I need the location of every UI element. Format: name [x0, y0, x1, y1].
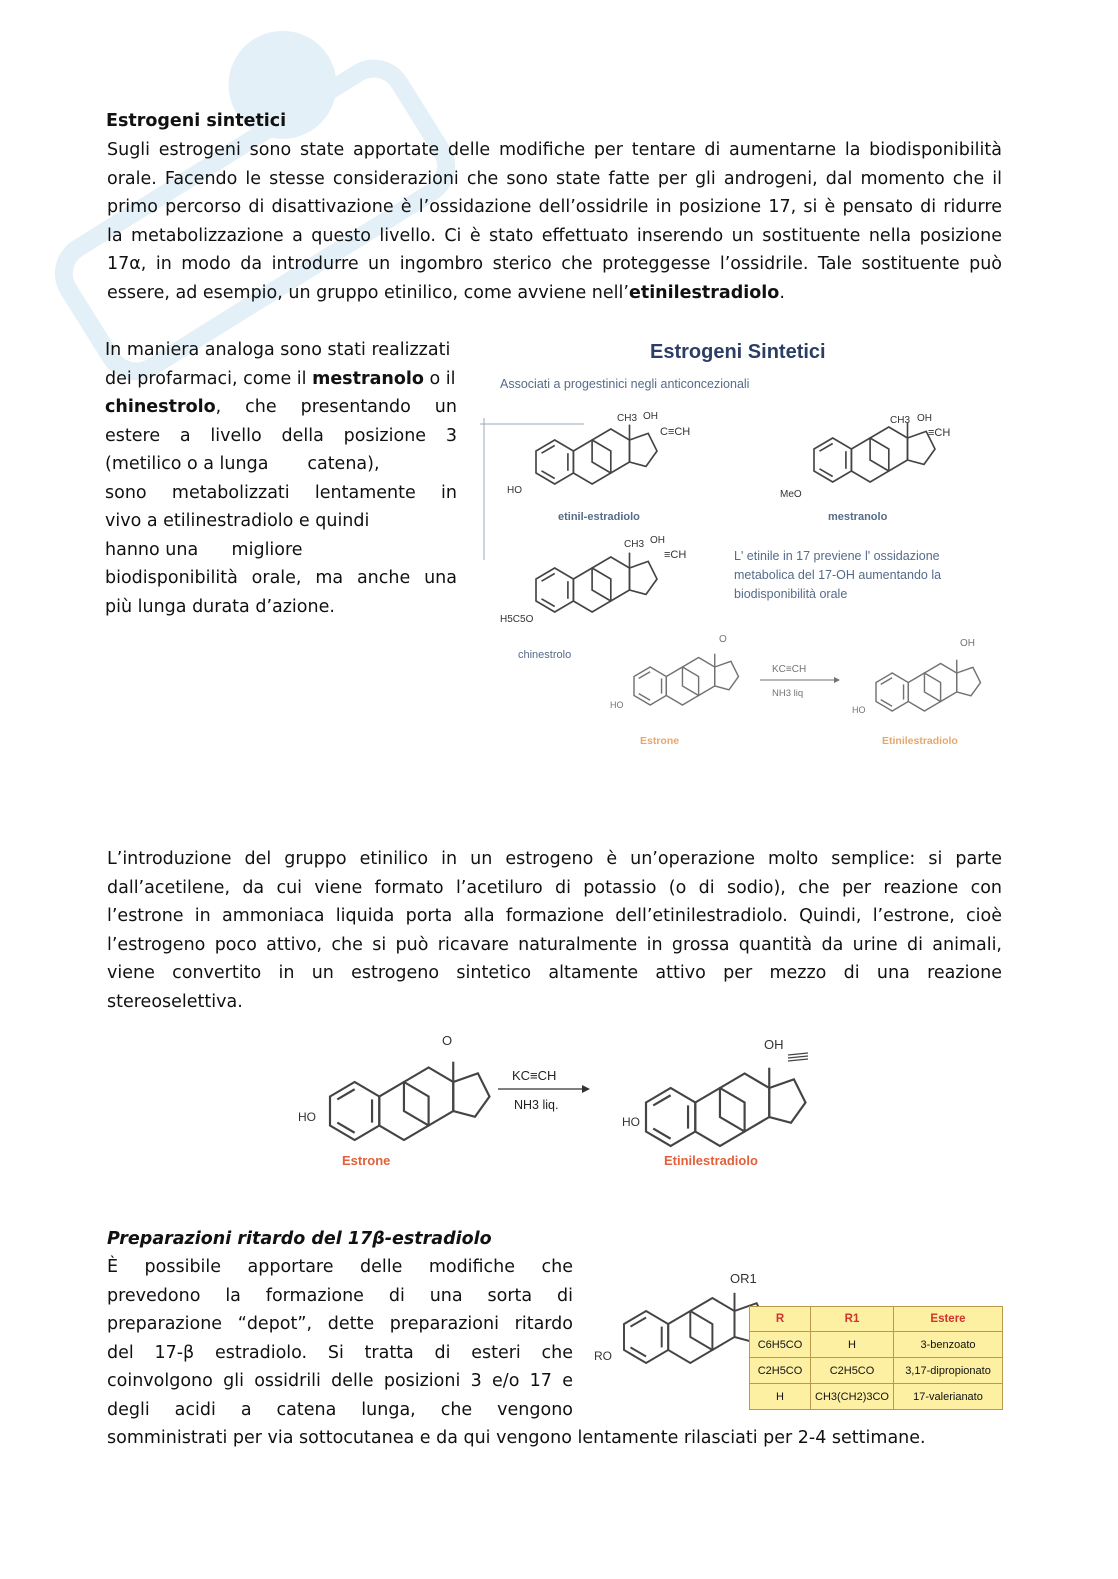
text-line: chinestrolo, che presentando un — [105, 397, 457, 417]
table-header-row — [750, 1307, 1003, 1332]
reactant-name: Estrone — [342, 1153, 391, 1168]
section-title-preparazioni-ritardo: Preparazioni ritardo del 17β-estradiolo — [107, 1229, 492, 1249]
meo-label: MeO — [780, 489, 802, 500]
paragraph-etinilazione — [107, 845, 1002, 1016]
text-line: coinvolgono gli ossidrili delle posizioni 3 e/o 17 e — [107, 1371, 573, 1391]
reactant-estrone — [298, 1033, 490, 1168]
oh-label: OH — [960, 638, 975, 649]
figure-estradiolo-esteri — [590, 1265, 757, 1375]
text-line: primo percorso di disattivazione è l’ossidazione dell’ossidrile in posizione 17, si è pensato di ridurre — [107, 197, 1002, 217]
table-cell: C6H5CO — [750, 1332, 811, 1358]
reagent-top: KC≡CH — [512, 1068, 557, 1083]
text-line: È possibile apportare delle modifiche che — [107, 1257, 573, 1277]
o-label: O — [442, 1033, 453, 1048]
table-row — [750, 1332, 1003, 1358]
text-line: stereoselettiva. — [107, 991, 243, 1012]
reaction-conditions — [498, 1068, 590, 1112]
table-cell: 3-benzoato — [894, 1332, 1003, 1358]
molecule-chinestrolo — [500, 535, 686, 661]
oh-label: OH — [917, 413, 932, 424]
product-name: Etinilestradiolo — [664, 1153, 758, 1168]
text-line: sono metabolizzati lentamente in — [105, 482, 457, 503]
ho-label: HO — [298, 1110, 316, 1124]
text-line: degli acidi a catena lunga, che vengono — [107, 1399, 573, 1420]
ho-label: HO — [852, 705, 866, 715]
text-line: Sugli estrogeni sono state apportate delle modifiche per tentare di aumentarne la biodisponibilità — [107, 140, 1002, 160]
term-chinestrolo: chinestrolo — [105, 397, 216, 417]
column-header-estere: Estere — [894, 1307, 1003, 1332]
paragraph-depot — [107, 1253, 573, 1424]
table-row — [750, 1358, 1003, 1384]
text-line: prevedono la formazione di una sorta di — [107, 1285, 573, 1306]
ho-label: HO — [610, 700, 624, 710]
oh-label: OH — [764, 1037, 784, 1052]
text-line: essere, ad esempio, un gruppo etinilico, come avviene nell’etinilestradiolo. — [107, 282, 785, 303]
text-line: più lunga durata d’azione. — [105, 596, 335, 617]
esteri-table-wrapper — [749, 1306, 1003, 1410]
column-header-r1: R1 — [811, 1307, 894, 1332]
figure-estrogeni-sintetici — [474, 330, 1004, 760]
text-line: l’estrone in ammoniaca liquida porta alla formazione dell’etinilestradiolo. Quindi, l’estrone, cioè — [107, 906, 1002, 926]
table-cell: H — [750, 1384, 811, 1410]
ho-label: HO — [507, 485, 522, 496]
product-name: Etinilestradiolo — [882, 735, 958, 747]
product-etinilestradiolo — [622, 1037, 808, 1168]
text-line: preparazione “depot”, dette preparazioni ritardo — [107, 1314, 573, 1334]
note-line: biodisponibilità orale — [734, 587, 848, 601]
text-line: 17α, in modo da introdurre un ingombro sterico che proteggesse l’ossidrile. Tale sostituente può — [107, 254, 1002, 274]
ch3-label: CH3 — [890, 415, 911, 426]
text-line: L’introduzione del gruppo etinilico in un estrogeno è un’operazione molto semplice: si parte — [107, 849, 1002, 869]
text-line: orale. Facendo le stesse considerazioni che sono state fatte per gli androgeni, dal momento che il — [107, 168, 1002, 189]
molecule-mestranolo — [780, 413, 950, 523]
alkyne-label: ≡CH — [928, 427, 951, 439]
reagent-bottom: NH3 liq. — [514, 1098, 559, 1112]
text-line: estere a livello della posizione 3 — [105, 425, 457, 446]
table-cell: 17-valerianato — [894, 1384, 1003, 1410]
text-line: (metilico o a lunga catena), — [105, 454, 380, 474]
alkyne-label: ≡CH — [664, 549, 687, 561]
text-line: la metabolizzazione a questo livello. Ci è stato effettuato inserendo un sostituente nella posizione — [107, 225, 1002, 246]
table-cell: C2H5CO — [750, 1358, 811, 1384]
text-line: somministrati per via sottocutanea e da qui vengono lentamente rilasciati per 2-4 settimane. — [107, 1428, 926, 1448]
reactant-name: Estrone — [640, 735, 680, 747]
text-line: l’estrogeno poco attivo, che si può ricavare naturalmente in grossa quantità da urine di animali, — [107, 934, 1002, 955]
ch3-label: CH3 — [624, 539, 645, 550]
oh-label: OH — [643, 411, 658, 422]
table-row — [750, 1384, 1003, 1410]
ho-label: HO — [622, 1115, 640, 1129]
text-line: vivo a etilinestradiolo e quindi — [105, 511, 370, 531]
text-line: viene convertito in un estrogeno sintetico altamente attivo per mezzo di una reazione — [107, 963, 1002, 983]
note-line: L' etinile in 17 previene l' ossidazione — [734, 549, 940, 563]
paragraph-profarmaci — [105, 336, 457, 621]
esteri-table — [749, 1306, 1003, 1410]
paragraph-intro — [107, 136, 1002, 307]
oh-label: OH — [650, 535, 665, 546]
text-line: In maniera analoga sono stati realizzati — [105, 340, 451, 360]
text-line: biodisponibilità orale, ma anche una — [105, 568, 457, 588]
note-etinile — [734, 549, 941, 601]
table-cell: C2H5CO — [811, 1358, 894, 1384]
table-cell: H — [811, 1332, 894, 1358]
text-line: dall’acetilene, da cui viene formato l’acetiluro di potassio (o di sodio), che per reazione con — [107, 877, 1002, 898]
ester-label: H5C5O — [500, 614, 534, 625]
or1-label: OR1 — [730, 1271, 757, 1286]
reaction-arrowhead — [582, 1085, 590, 1093]
ch3-label: CH3 — [617, 413, 638, 424]
figure-reazione-estrone — [290, 1025, 830, 1180]
text-line: hanno una migliore — [105, 539, 303, 560]
molecule-name: chinestrolo — [518, 649, 572, 661]
table-cell: 3,17-dipropionato — [894, 1358, 1003, 1384]
molecule-name: etinil-estradiolo — [558, 511, 640, 523]
note-line: metabolica del 17-OH aumentando la — [734, 568, 942, 582]
table-cell: CH3(CH2)3CO — [811, 1384, 894, 1410]
term-etinilestradiolo: etinilestradiolo — [628, 282, 780, 303]
term-mestranolo: mestranolo — [312, 368, 424, 389]
reagent-bottom: NH3 liq — [772, 688, 804, 699]
ro-label: RO — [594, 1349, 612, 1363]
figure-subtitle: Associati a progestinici negli anticoncezionali — [500, 377, 750, 391]
alkyne-label: C≡CH — [660, 426, 691, 438]
reaction-small — [610, 634, 981, 747]
column-header-r: R — [750, 1307, 811, 1332]
text-line: del 17-β estradiolo. Si tratta di esteri che — [107, 1342, 573, 1363]
reaction-arrowhead — [834, 677, 840, 683]
figure-title: Estrogeni Sintetici — [650, 341, 826, 363]
reagent-top: KC≡CH — [772, 664, 807, 675]
section-title-estrogeni-sintetici: Estrogeni sintetici — [106, 111, 287, 131]
o-label: O — [719, 634, 727, 645]
molecule-name: mestranolo — [828, 511, 888, 523]
text-line: dei profarmaci, come il mestranolo o il — [105, 368, 456, 389]
molecule-etinil-estradiolo — [507, 411, 690, 523]
